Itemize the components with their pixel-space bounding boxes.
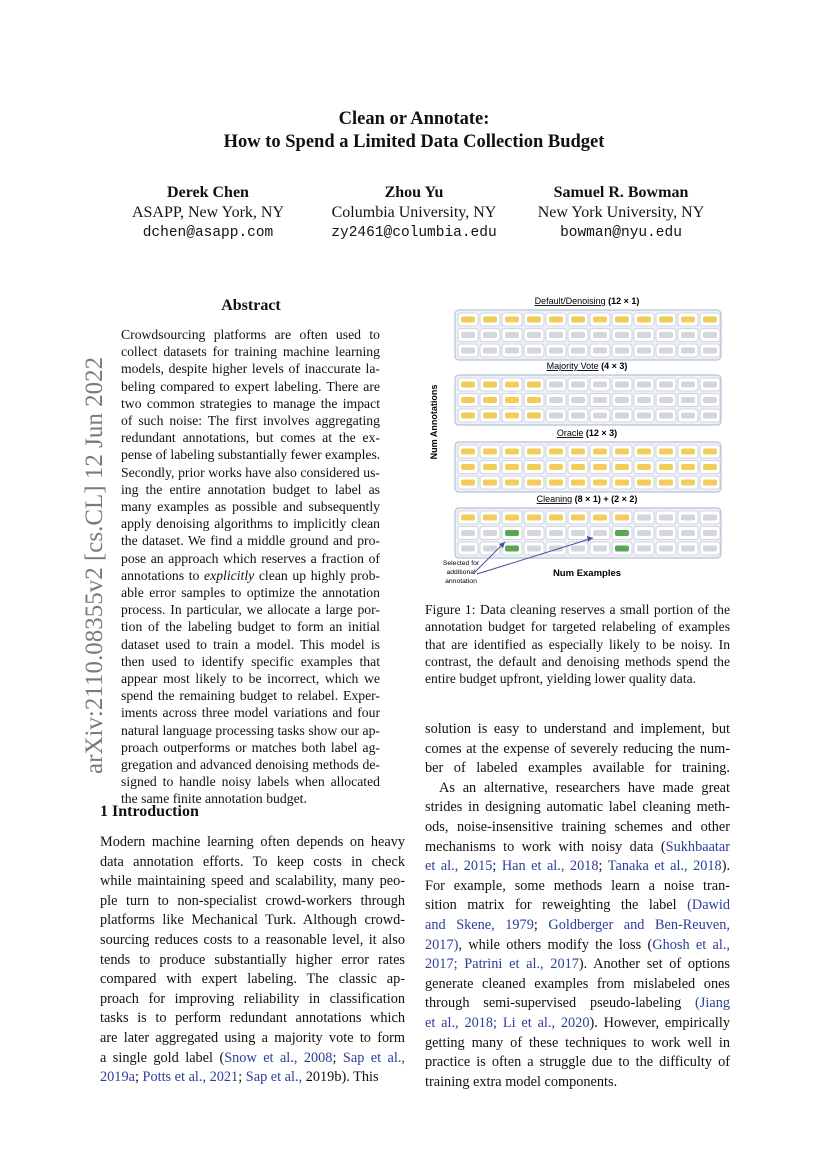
annotation-gray xyxy=(637,348,651,354)
text-line: entire budget upfront, yielding lower quality data. xyxy=(425,671,697,687)
annotation-gray xyxy=(461,332,475,338)
annotation-gray xyxy=(461,348,475,354)
annotation-yellow xyxy=(527,382,541,388)
annotation-gray xyxy=(593,397,607,403)
text-line: proach outperforms or matches both label ag- xyxy=(121,739,380,755)
annotation-gray xyxy=(505,348,519,354)
text-line: pose an approach which reserves a fraction of xyxy=(121,550,380,566)
annotation-yellow xyxy=(637,317,651,323)
text-line: annotation budget for targeted relabeling of examples xyxy=(425,619,730,635)
text-line: natural language processing tasks show our ap- xyxy=(121,722,380,738)
author-name: Samuel R. Bowman xyxy=(553,184,689,201)
text-line: iments across three model variations and four xyxy=(121,705,380,721)
annotation-yellow xyxy=(681,480,695,486)
annotation-gray xyxy=(681,413,695,419)
annotation-yellow xyxy=(615,449,629,455)
annotation-gray xyxy=(549,382,563,388)
annotation-yellow xyxy=(461,317,475,323)
annotation-gray xyxy=(637,515,651,521)
text-line: signed to handle noisy labels when allocated xyxy=(121,774,380,790)
annotation-gray xyxy=(593,348,607,354)
text-line: tends to produce substantially higher error rates xyxy=(100,951,405,968)
annotation-gray xyxy=(637,546,651,552)
annotation-yellow xyxy=(681,464,695,470)
annotation-yellow xyxy=(549,317,563,323)
annotation-yellow xyxy=(461,382,475,388)
annotation-yellow xyxy=(505,464,519,470)
annotation-gray xyxy=(703,332,717,338)
annotation-yellow xyxy=(703,317,717,323)
text-line: practice is often a struggle due to the difficulty of xyxy=(425,1054,730,1071)
text-line: generate cleaned examples from mislabeled ones xyxy=(425,975,730,992)
annotation-gray xyxy=(703,397,717,403)
annotation-yellow xyxy=(527,480,541,486)
annotation-gray xyxy=(615,332,629,338)
text-line: 2017; Patrini et al., 2017). Another set of options xyxy=(425,956,730,973)
annotation-yellow xyxy=(461,480,475,486)
text-line: through semi-supervised pseudo-labeling (Jiang xyxy=(425,995,730,1012)
annotation-gray xyxy=(659,348,673,354)
text-line: appear most likely to be incorrect, which we xyxy=(121,671,380,686)
annotation-yellow xyxy=(505,317,519,323)
text-line: strides in designing automatic label cleaning meth- xyxy=(425,799,730,816)
annotation-gray xyxy=(637,530,651,536)
annotation-gray xyxy=(571,348,585,354)
author-name: Zhou Yu xyxy=(384,184,444,201)
annotation-gray xyxy=(615,382,629,388)
annotation-gray xyxy=(659,530,673,536)
annotation-gray xyxy=(593,530,607,536)
annotation-yellow xyxy=(571,317,585,323)
annotation-gray xyxy=(637,413,651,419)
annotation-gray xyxy=(681,546,695,552)
annotation-green xyxy=(615,546,629,552)
annotation-yellow xyxy=(549,464,563,470)
annotation-gray xyxy=(461,546,475,552)
annotation-yellow xyxy=(659,464,673,470)
author-affiliation: Columbia University, NY xyxy=(331,204,497,221)
annotation-gray xyxy=(659,397,673,403)
annotation-yellow xyxy=(483,515,497,521)
text-line: the same finite annotation budget. xyxy=(121,791,307,807)
author-email[interactable]: bowman@nyu.edu xyxy=(560,225,682,241)
text-line: that are identified as especially likely to be noisy. In xyxy=(425,636,730,652)
annotation-yellow xyxy=(703,464,717,470)
author-affiliation: New York University, NY xyxy=(537,204,705,221)
annotation-gray xyxy=(703,348,717,354)
annotation-yellow xyxy=(659,480,673,486)
text-line: ing the entire annotation budget to label as xyxy=(121,481,380,497)
paper-title xyxy=(0,108,828,154)
text-line: 2019a; Potts et al., 2021; Sap et al., 2019b). This xyxy=(100,1069,379,1086)
text-line: proach for improving reliability in classification xyxy=(100,990,405,1007)
annotation-gray xyxy=(703,515,717,521)
author-name: Derek Chen xyxy=(167,184,249,201)
annotation-gray xyxy=(593,382,607,388)
annotation-gray xyxy=(681,348,695,354)
text-line: et al., 2015; Han et al., 2018; Tanaka et al., 2018). xyxy=(425,858,731,875)
annotation-gray xyxy=(637,332,651,338)
annotation-gray xyxy=(703,413,717,419)
annotation-gray xyxy=(681,397,695,403)
annotation-gray xyxy=(571,530,585,536)
text-line: Modern machine learning often depends on heavy xyxy=(100,834,405,850)
arxiv-identifier: arXiv:2110.08355v2 [cs.CL] 12 Jun 2022 xyxy=(81,356,108,774)
text-line: tion of the labeling budget to form an initial xyxy=(121,619,380,635)
text-line: ple turn to non-specialist crowd-workers through xyxy=(100,892,405,909)
panel-dims-label: (12 × 1) xyxy=(605,296,640,306)
annotation-yellow xyxy=(483,382,497,388)
annotation-yellow xyxy=(593,449,607,455)
panel-method-label: Oracle xyxy=(556,428,584,438)
annotation-gray xyxy=(527,546,541,552)
annotation-yellow xyxy=(461,413,475,419)
abstract-title: Abstract xyxy=(221,297,281,314)
author-3 xyxy=(491,183,751,243)
annotation-yellow xyxy=(571,449,585,455)
annotation-gray xyxy=(571,413,585,419)
panel-title xyxy=(537,494,638,504)
annotation-yellow xyxy=(637,464,651,470)
text-line: training extra model components. xyxy=(425,1073,618,1090)
annotation-green xyxy=(615,530,629,536)
text-line: et al., 2018; Li et al., 2020). However, empirically xyxy=(425,1015,730,1031)
text-line: mechanisms to work with noisy data (Sukhbaatar xyxy=(425,838,730,855)
annotation-gray xyxy=(681,332,695,338)
author-affiliation: ASAPP, New York, NY xyxy=(131,204,285,221)
annotation-green xyxy=(505,546,519,552)
annotation-yellow xyxy=(593,317,607,323)
annotation-gray xyxy=(659,515,673,521)
annotation-gray xyxy=(571,332,585,338)
x-axis-label: Num Examples xyxy=(552,568,622,579)
annotation-gray xyxy=(703,382,717,388)
annotation-gray xyxy=(527,348,541,354)
panel-dims-label: (4 × 3) xyxy=(598,361,628,371)
annotation-gray xyxy=(593,413,607,419)
annotation-yellow xyxy=(637,480,651,486)
text-line: able error samples to optimize the annotation xyxy=(121,585,380,600)
text-line: tasks is to perform redundant annotations which xyxy=(100,1010,405,1027)
text-line: contrast, the default and denoising methods spend the xyxy=(425,653,730,669)
annotation-gray xyxy=(659,546,673,552)
annotation-yellow xyxy=(461,397,475,403)
text-line: two common strategies to manage the impact xyxy=(121,395,380,411)
annotation-yellow xyxy=(615,515,629,521)
annotation-gray xyxy=(549,397,563,403)
annotation-gray xyxy=(637,397,651,403)
text-line: gregation and advanced denoising methods de- xyxy=(121,757,380,772)
annotation-gray xyxy=(527,332,541,338)
text-line: are later aggregated using a majority vote to form xyxy=(100,1030,405,1046)
panel-title xyxy=(547,361,628,371)
annotation-gray xyxy=(483,530,497,536)
annotation-yellow xyxy=(505,515,519,521)
annotation-yellow xyxy=(681,317,695,323)
annotation-yellow xyxy=(637,449,651,455)
annotation-gray xyxy=(549,413,563,419)
annotation-gray xyxy=(681,382,695,388)
annotation-yellow xyxy=(461,515,475,521)
text-line: As an alternative, researchers have made great xyxy=(439,779,730,796)
annotation-yellow xyxy=(505,382,519,388)
annotation-gray xyxy=(549,348,563,354)
annotation-yellow xyxy=(549,515,563,521)
annotation-yellow xyxy=(593,515,607,521)
panel-method-label: Default/Denoising xyxy=(534,296,606,306)
annotation-gray xyxy=(703,546,717,552)
annotation-yellow xyxy=(549,449,563,455)
annotation-gray xyxy=(659,332,673,338)
annotation-yellow xyxy=(483,397,497,403)
annotation-gray xyxy=(571,546,585,552)
annotation-yellow xyxy=(505,413,519,419)
annotation-yellow xyxy=(549,480,563,486)
annotation-gray xyxy=(571,397,585,403)
annotation-gray xyxy=(549,332,563,338)
text-line: and Skene, 1979; Goldberger and Ben-Reuven, xyxy=(425,917,730,933)
text-line: redundant annotations, but comes at the ex- xyxy=(121,430,380,446)
annotation-yellow xyxy=(483,464,497,470)
annotation-yellow xyxy=(505,449,519,455)
section-title: 1 Introduction xyxy=(100,803,199,820)
annotation-green xyxy=(505,530,519,536)
panel-method-label: Cleaning xyxy=(536,494,573,504)
panel-title xyxy=(557,428,617,438)
annotation-gray xyxy=(527,530,541,536)
annotation-yellow xyxy=(527,464,541,470)
annotation-gray xyxy=(637,382,651,388)
annotation-gray xyxy=(483,332,497,338)
annotation-yellow xyxy=(483,449,497,455)
text-line: 2017), while others modify the loss (Ghosh et al., xyxy=(425,936,730,953)
annotation-gray xyxy=(571,382,585,388)
annotation-gray xyxy=(681,515,695,521)
text-line: ods, noise-insensitive training schemes and other xyxy=(425,819,730,835)
annotation-line-1: Selected for xyxy=(442,560,480,567)
annotation-yellow xyxy=(571,464,585,470)
text-line: Crowdsourcing platforms are often used to xyxy=(121,327,380,342)
text-line: dataset used to train a model. This model is xyxy=(121,636,380,652)
panel-dims-label: (12 × 3) xyxy=(583,428,618,438)
panel-dims-label: (8 × 1) + (2 × 2) xyxy=(572,494,638,504)
text-line: a single gold label (Snow et al., 2008; Sap et al., xyxy=(100,1049,405,1066)
annotation-gray xyxy=(461,530,475,536)
annotation-gray xyxy=(549,530,563,536)
text-line: sition matrix for reweighting the label (Dawid xyxy=(425,897,730,914)
text-line: then used to identify specific examples that xyxy=(121,653,380,669)
annotation-yellow xyxy=(615,480,629,486)
author-email[interactable]: zy2461@columbia.edu xyxy=(331,225,497,241)
annotation-yellow xyxy=(593,464,607,470)
text-line: sourcing reduces costs to a reasonable level, it also xyxy=(100,932,405,948)
annotation-line-2: additional xyxy=(446,569,476,576)
figure-1 xyxy=(425,292,730,592)
author-email[interactable]: dchen@asapp.com xyxy=(142,225,274,241)
text-line: annotations to explicitly clean up highly prob- xyxy=(121,567,380,583)
annotation-gray xyxy=(615,348,629,354)
text-line: Figure 1: Data cleaning reserves a small portion of the xyxy=(425,602,730,617)
annotation-yellow xyxy=(527,449,541,455)
text-line: apply denoising algorithms to implicitly clean xyxy=(121,516,380,532)
text-line: data annotation efforts. To keep costs in check xyxy=(100,853,405,870)
annotation-yellow xyxy=(703,449,717,455)
annotation-yellow xyxy=(527,413,541,419)
annotation-line-3: annotation xyxy=(445,578,477,585)
text-line: comes at the expense of severely reducing the num- xyxy=(425,740,730,757)
text-line: collect datasets for training machine learning xyxy=(121,344,380,360)
text-line: while maintaining speed and scalability, many peo- xyxy=(100,873,405,890)
text-line: process. In particular, we allocate a large por- xyxy=(121,602,380,618)
annotation-yellow xyxy=(659,449,673,455)
y-axis-label: Num Annotations xyxy=(429,384,439,460)
annotation-yellow xyxy=(703,480,717,486)
annotation-gray xyxy=(483,546,497,552)
annotation-gray xyxy=(483,348,497,354)
annotation-yellow xyxy=(461,464,475,470)
text-line: Secondly, prior works have also considered us- xyxy=(121,464,380,480)
panel-title xyxy=(535,296,640,306)
annotation-gray xyxy=(681,530,695,536)
text-line: models, despite higher levels of inaccurate la- xyxy=(121,361,380,377)
annotation-yellow xyxy=(461,449,475,455)
annotation-gray xyxy=(593,546,607,552)
text-line: getting many of these techniques to work well in xyxy=(425,1034,730,1051)
text-line: pense of labeling substantially fewer examples. xyxy=(121,447,381,463)
annotation-yellow xyxy=(483,317,497,323)
text-line: platforms like Mechanical Turk. Although crowd- xyxy=(100,912,405,929)
figure-panels xyxy=(455,296,721,558)
annotation-gray xyxy=(703,530,717,536)
annotation-yellow xyxy=(681,449,695,455)
annotation-yellow xyxy=(527,515,541,521)
annotation-yellow xyxy=(527,317,541,323)
annotation-gray xyxy=(659,413,673,419)
annotation-yellow xyxy=(483,413,497,419)
annotation-yellow xyxy=(615,317,629,323)
title-line-2: How to Spend a Limited Data Collection Budget xyxy=(223,132,605,152)
text-line: For example, some methods learn a noise tran- xyxy=(425,877,730,894)
text-line: ber of labeled examples available for training. xyxy=(425,760,730,777)
annotation-yellow xyxy=(593,480,607,486)
text-line: many examples as possible and subsequently xyxy=(121,499,380,514)
annotation-yellow xyxy=(659,317,673,323)
annotation-yellow xyxy=(571,480,585,486)
text-line: the dataset. We find a middle ground and pro- xyxy=(121,533,380,549)
panel-method-label: Majority Vote xyxy=(546,361,599,371)
text-line: spend the remaining budget to relabel. Exper- xyxy=(121,688,380,704)
text-line: beling compared to expert labeling. There are xyxy=(121,378,380,394)
annotation-yellow xyxy=(615,464,629,470)
text-line: solution is easy to understand and implement, but xyxy=(425,721,730,737)
annotation-gray xyxy=(593,332,607,338)
text-line: compared with expert labeling. The classic ap- xyxy=(100,971,405,988)
annotation-gray xyxy=(615,397,629,403)
title-line-1: Clean or Annotate: xyxy=(338,109,490,129)
annotation-gray xyxy=(659,382,673,388)
annotation-yellow xyxy=(527,397,541,403)
annotation-gray xyxy=(615,413,629,419)
annotation-yellow xyxy=(505,397,519,403)
text-line: of such noise: The first involves aggregating xyxy=(121,413,380,428)
annotation-yellow xyxy=(505,480,519,486)
annotation-gray xyxy=(505,332,519,338)
annotation-yellow xyxy=(483,480,497,486)
annotation-yellow xyxy=(571,515,585,521)
